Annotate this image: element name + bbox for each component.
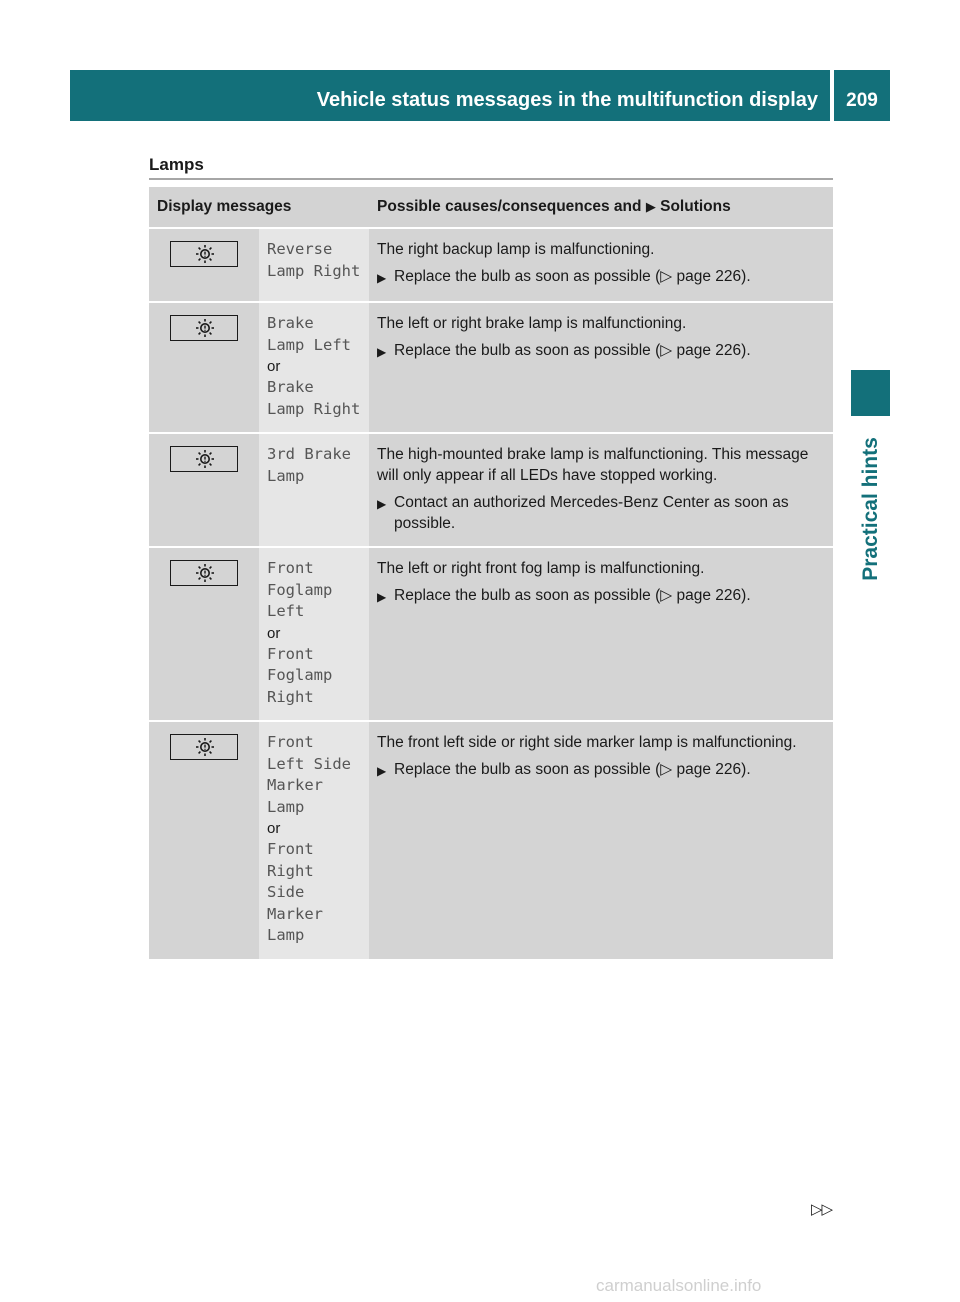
solution-instruction: Replace the bulb as soon as possible ( [394, 761, 661, 778]
bulb-icon [170, 241, 238, 267]
arrow-icon: ▶ [377, 271, 387, 285]
solution-step [377, 759, 825, 782]
col-header-messages: Display messages [149, 187, 369, 228]
continue-arrows-icon: ▷▷ [811, 1201, 833, 1218]
display-message-line: Reverse [267, 240, 333, 258]
solution-instruction: Replace the bulb as soon as possible ( [394, 268, 661, 285]
display-message-line: Lamp Right [267, 399, 361, 418]
page-header-title: Vehicle status messages in the multifunction display [316, 89, 818, 111]
display-message-line: Lamp [267, 797, 305, 816]
solution-text [394, 266, 751, 287]
col-header-solutions [369, 187, 833, 228]
bulb-icon [170, 734, 238, 760]
display-message-line: Lamp [267, 926, 305, 944]
solution-step [377, 585, 825, 608]
display-message-line: Foglamp [267, 580, 333, 599]
bulb-icon [170, 315, 238, 341]
display-message-line: Brake [267, 314, 314, 332]
display-message-line: Front [267, 840, 314, 858]
solution-instruction: Replace the bulb as soon as possible ( [394, 587, 661, 604]
display-message-line: Lamp [267, 466, 305, 485]
display-message-line: Right [267, 687, 314, 706]
display-message-line: Left Side [267, 754, 351, 773]
display-message-line: Side [267, 883, 305, 901]
arrow-icon: ▶ [377, 764, 387, 778]
solution-instruction: Replace the bulb as soon as possible ( [394, 342, 661, 359]
solution-cell [369, 228, 833, 302]
page-number-box [834, 70, 890, 121]
display-message-cell [259, 302, 369, 433]
display-message-cell [259, 433, 369, 547]
solution-text [394, 340, 751, 361]
display-message-line: Right [267, 861, 314, 880]
solution-text [394, 759, 751, 780]
solution-instruction: Contact an authorized Mercedes-Benz Center as soon as possible. [394, 494, 789, 532]
side-tab-label: Practical hints [858, 437, 882, 581]
display-message-line: Marker [267, 776, 323, 794]
icon-cell [149, 302, 259, 433]
solution-step [377, 266, 825, 289]
display-message-line: Front [267, 644, 314, 663]
page-reference-link[interactable]: ▷ page 226 [660, 342, 742, 359]
display-message-cell [259, 721, 369, 960]
solution-text [394, 492, 825, 534]
section-heading: Lamps [149, 155, 204, 174]
side-tab-marker [851, 370, 890, 416]
or-separator: or [267, 820, 281, 837]
display-message-line: Front [267, 559, 314, 577]
icon-cell [149, 228, 259, 302]
solution-cell [369, 302, 833, 433]
display-message-line: Left [267, 602, 305, 620]
cause-text: The right backup lamp is malfunctioning. [377, 241, 655, 258]
solution-cell [369, 547, 833, 721]
solution-instruction-end: ). [741, 587, 751, 604]
solution-cell [369, 721, 833, 960]
display-message-line: Foglamp [267, 666, 333, 684]
or-separator: or [267, 624, 281, 642]
display-message-line: Lamp Right [267, 261, 361, 280]
icon-cell [149, 433, 259, 547]
table-row [149, 228, 833, 302]
table-header-row [149, 187, 833, 228]
side-tab [851, 422, 890, 596]
solution-text [394, 585, 751, 606]
bulb-icon [170, 560, 238, 586]
page-reference-link[interactable]: ▷ page 226 [660, 268, 742, 285]
display-message-line: 3rd Brake [267, 445, 351, 463]
page-reference-link[interactable]: ▷ page 226 [660, 587, 742, 604]
arrow-icon: ▶ [377, 345, 387, 359]
table-row [149, 302, 833, 433]
display-message-cell [259, 547, 369, 721]
watermark: carmanualsonline.info [596, 1276, 762, 1295]
icon-cell [149, 547, 259, 721]
bulb-icon [170, 446, 238, 472]
solution-cell [369, 433, 833, 547]
arrow-icon: ▶ [377, 590, 387, 604]
display-message-line: Marker [267, 904, 323, 923]
cause-text: The left or right front fog lamp is malfunctioning. [377, 560, 705, 577]
arrow-icon: ▶ [645, 199, 656, 214]
display-message-line: Lamp Left [267, 335, 351, 354]
page-reference-link[interactable]: ▷ page 226 [660, 761, 742, 778]
display-message-line: Front [267, 733, 314, 751]
page-number: 209 [846, 90, 878, 111]
table-row [149, 721, 833, 960]
display-message-cell [259, 228, 369, 302]
display-message-line: Brake [267, 378, 314, 396]
solution-instruction-end: ). [741, 342, 751, 359]
cause-text: The high-mounted brake lamp is malfunctioning. This message will only appear if all LEDs have stopped working. [377, 446, 809, 484]
solution-step [377, 340, 825, 363]
lamp-messages-table [149, 187, 833, 961]
cause-text: The front left side or right side marker lamp is malfunctioning. [377, 734, 797, 751]
col-header-solutions-suffix: Solutions [660, 198, 731, 215]
table-row [149, 433, 833, 547]
table-row [149, 547, 833, 721]
heading-divider [149, 178, 833, 180]
or-separator: or [267, 358, 281, 375]
header-bar [70, 70, 830, 121]
solution-instruction-end: ). [741, 268, 751, 285]
cause-text: The left or right brake lamp is malfunctioning. [377, 315, 687, 332]
solution-step [377, 492, 825, 534]
arrow-icon: ▶ [377, 497, 387, 511]
col-header-solutions-prefix: Possible causes/consequences and [377, 198, 642, 215]
icon-cell [149, 721, 259, 960]
solution-instruction-end: ). [741, 761, 751, 778]
